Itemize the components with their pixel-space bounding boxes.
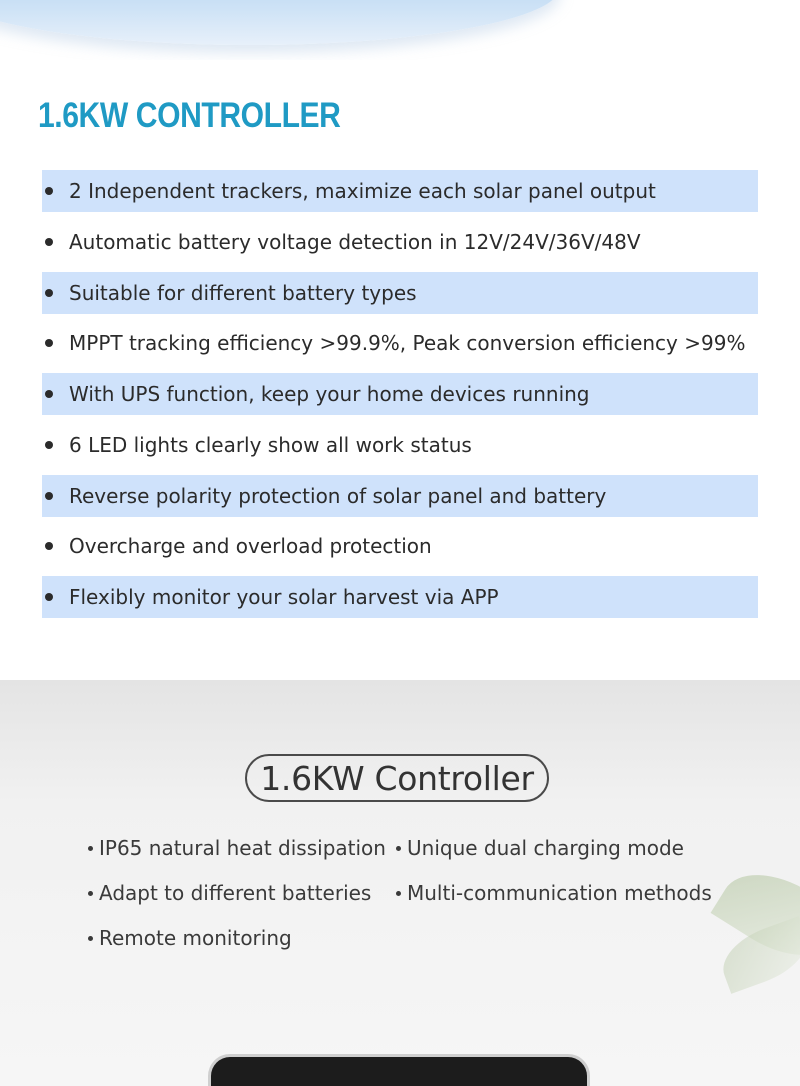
bullet-icon xyxy=(396,846,401,851)
feature-item xyxy=(42,322,758,364)
product-section xyxy=(0,680,800,1086)
bullet-icon xyxy=(45,238,53,246)
bullet-icon xyxy=(396,891,401,896)
feature-item xyxy=(42,272,758,314)
feature-text: MPPT tracking efficiency >99.9%, Peak conversion efficiency >99% xyxy=(69,331,746,356)
bullet-icon xyxy=(45,593,53,601)
spec-text: Unique dual charging mode xyxy=(407,836,684,860)
bullet-icon xyxy=(45,441,53,449)
feature-text: Automatic battery voltage detection in 12V/24V/36V/48V xyxy=(69,229,641,254)
spec-item xyxy=(396,836,684,860)
feature-item xyxy=(42,475,758,517)
feature-item xyxy=(42,373,758,415)
feature-item xyxy=(42,576,758,618)
feature-text: With UPS function, keep your home devices running xyxy=(69,382,590,406)
spec-item xyxy=(88,836,386,860)
bullet-icon xyxy=(45,187,53,195)
feature-item xyxy=(42,424,758,466)
feature-text: 6 LED lights clearly show all work status xyxy=(69,432,472,457)
feature-text: Reverse polarity protection of solar panel and battery xyxy=(69,483,607,508)
spec-text: Adapt to different batteries xyxy=(99,881,372,905)
feature-text: 2 Independent trackers, maximize each solar panel output xyxy=(69,179,656,203)
spec-text: IP65 natural heat dissipation xyxy=(99,836,386,860)
spec-item xyxy=(396,881,712,905)
bullet-icon xyxy=(88,846,93,851)
feature-text: Flexibly monitor your solar harvest via APP xyxy=(69,585,499,609)
spec-text: Remote monitoring xyxy=(99,926,292,950)
feature-text: Overcharge and overload protection xyxy=(69,534,432,559)
product-title: 1.6KW Controller xyxy=(245,754,549,802)
feature-item xyxy=(42,525,758,567)
bullet-icon xyxy=(45,492,53,500)
bullet-icon xyxy=(45,542,53,550)
spec-text: Multi-communication methods xyxy=(407,881,712,905)
bullet-icon xyxy=(88,936,93,941)
controller-device-image xyxy=(208,1054,590,1086)
spec-item xyxy=(88,926,292,950)
feature-text: Suitable for different battery types xyxy=(69,280,417,305)
bullet-icon xyxy=(88,891,93,896)
feature-item xyxy=(42,221,758,263)
bullet-icon xyxy=(45,339,53,347)
feature-item xyxy=(42,170,758,212)
bullet-icon xyxy=(45,390,53,398)
bullet-icon xyxy=(45,289,53,297)
spec-item xyxy=(88,881,371,905)
feature-title: 1.6KW CONTROLLER xyxy=(38,96,341,135)
feature-list xyxy=(42,170,758,627)
